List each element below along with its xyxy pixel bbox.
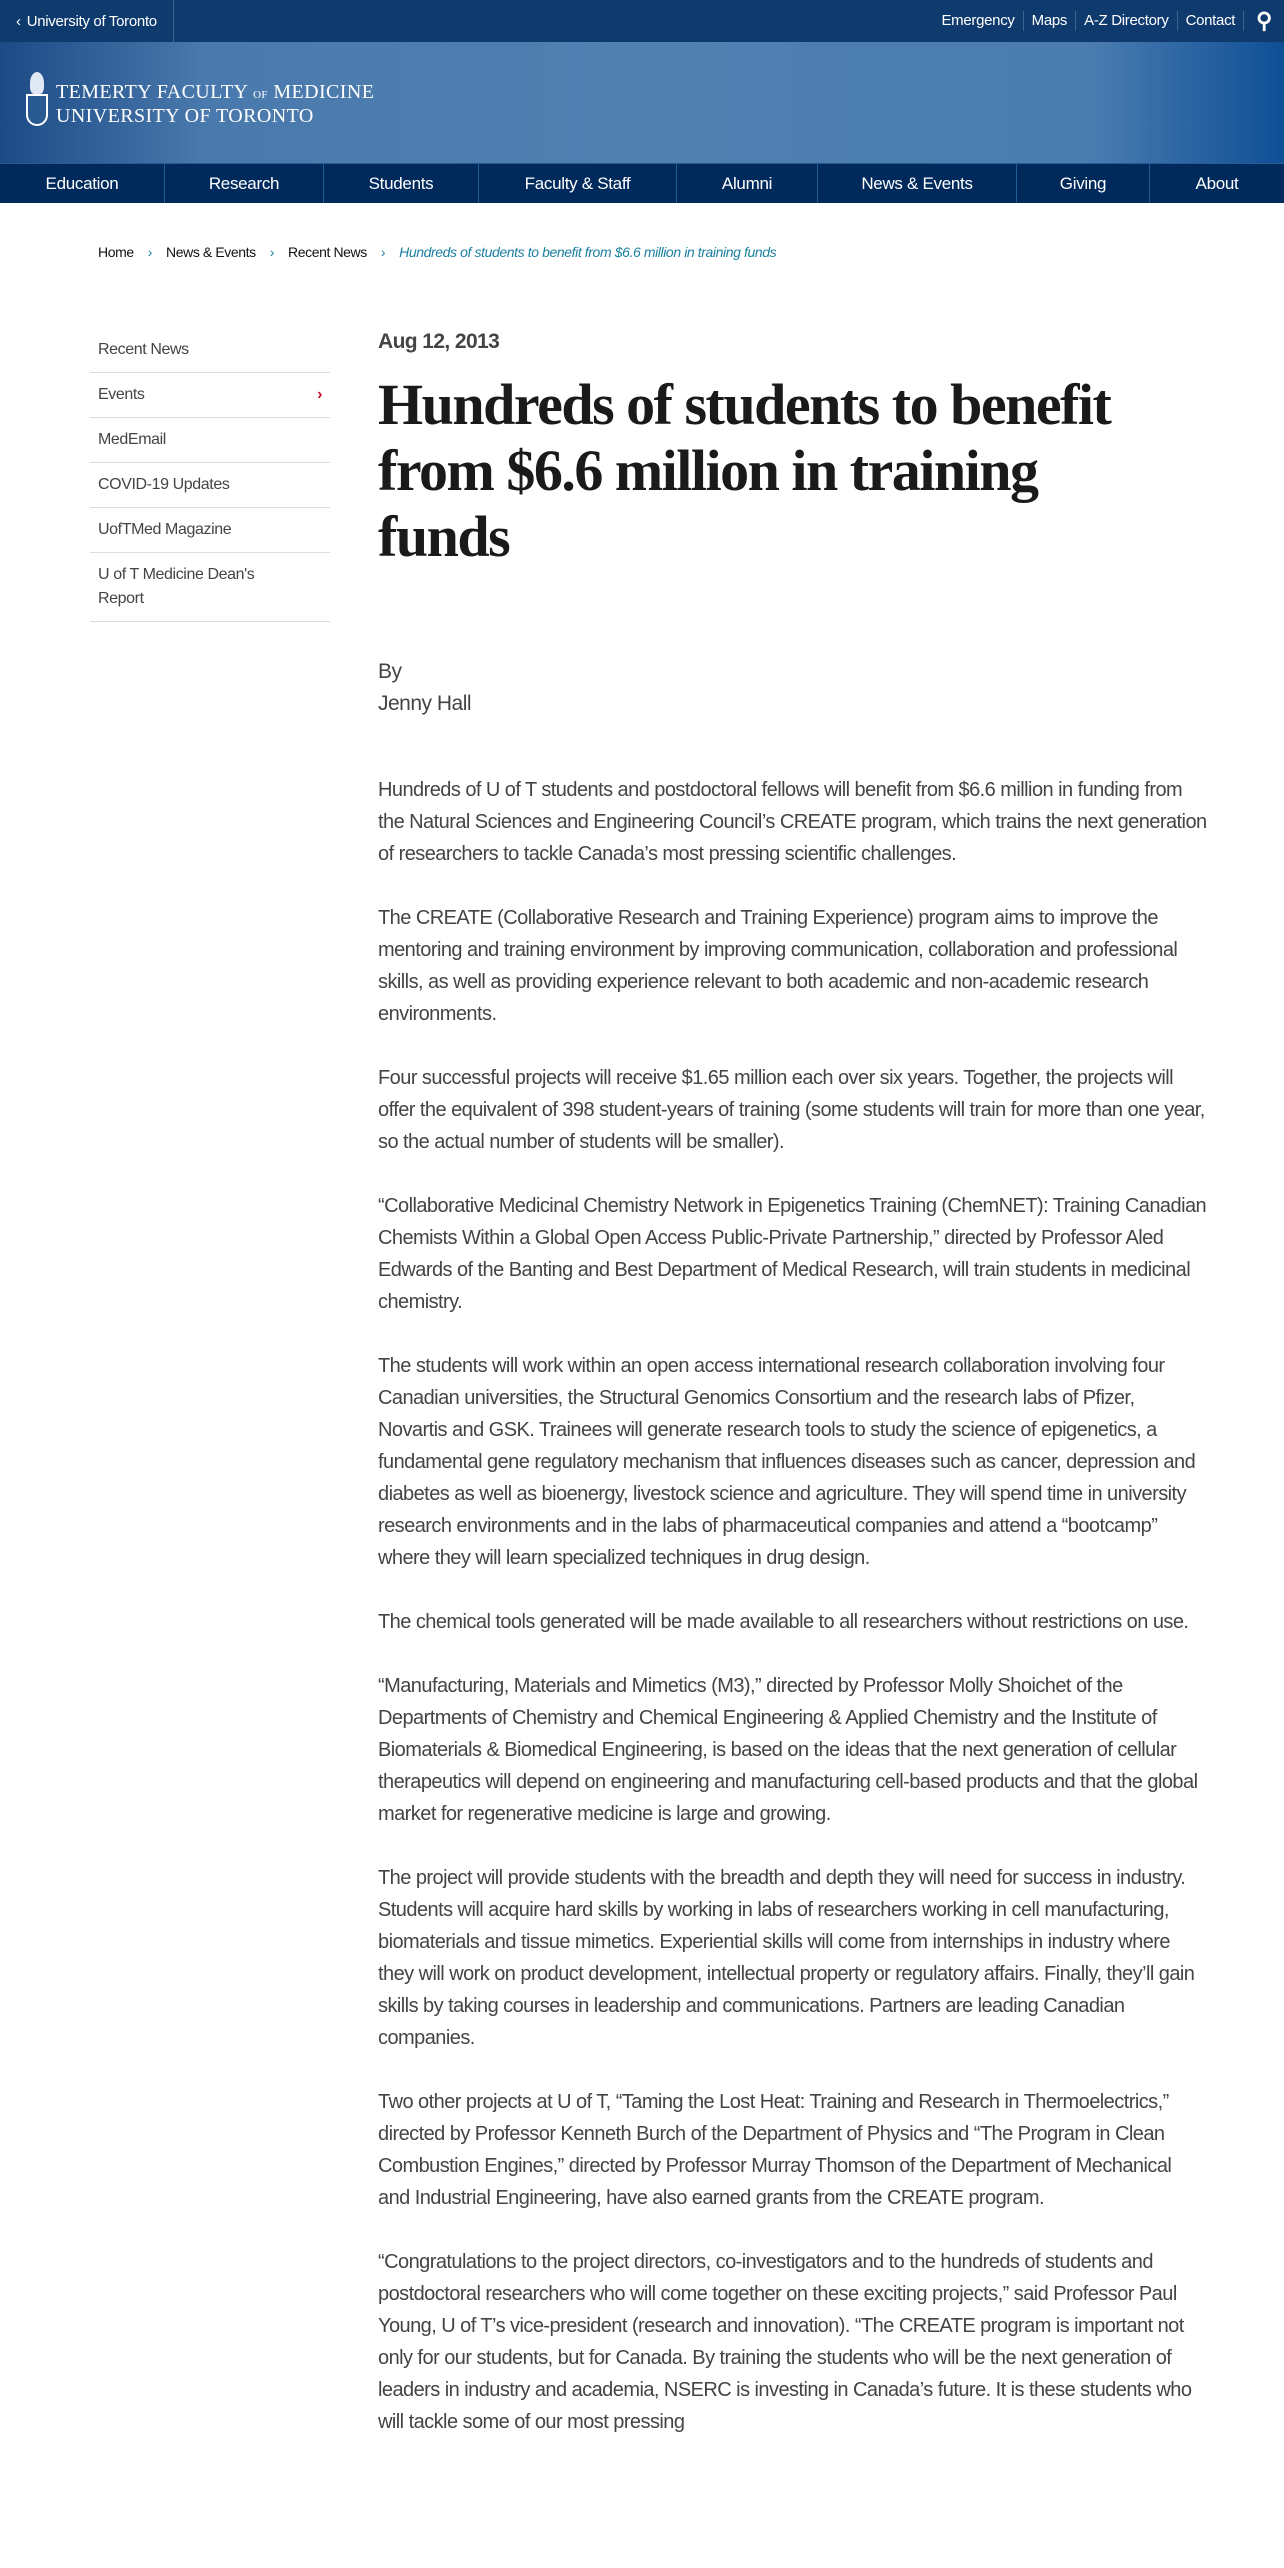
faculty-logo[interactable]: TEMERTY FACULTY OF MEDICINE UNIVERSITY OF TORONTO (24, 72, 374, 136)
paragraph: The CREATE (Collaborative Research and Training Experience) program aims to improve the mentoring and training environment by improving communication, collaboration and professional skills, as well as providing experience relevant to both academic and non-academic research environments. (378, 907, 1178, 1025)
sidebar-item-deans-report[interactable]: U of T Medicine Dean's Report (90, 553, 330, 622)
chevron-right-icon[interactable]: › (317, 386, 322, 403)
sidebar-item-covid-updates[interactable]: COVID-19 Updates (90, 463, 330, 508)
nav-news-events[interactable]: News & Events (818, 164, 1017, 203)
paragraph: Four successful projects will receive $1.65 million each over six years. Together, the projects will offer the equivalent of 398 student-years of training (some students will train for more than one year, so the actual number of students will be smaller). (378, 1067, 1205, 1153)
maps-link[interactable]: Maps (1024, 11, 1076, 31)
breadcrumb-current: Hundreds of students to benefit from $6.6 million in training funds (399, 244, 777, 260)
paragraph: “Congratulations to the project directors, co-investigators and to the hundreds of students and postdoctoral researchers who will come together on these exciting projects,” said Professor Paul Young, U of T’s vice-president (research and innovation). “The CREATE program is important not only for our students, but for Canada. By training the students who will be the next generation of leaders in industry and academia, NSERC is investing in Canada’s future. It is these students who will tackle some of our most pressing (378, 2251, 1192, 2433)
crest-icon (24, 72, 50, 136)
site-banner (0, 42, 1284, 163)
nav-faculty-staff[interactable]: Faculty & Staff (479, 164, 677, 203)
paragraph: Hundreds of U of T students and postdoctoral fellows will benefit from $6.6 million in funding from the Natural Sciences and Engineering Council’s CREATE program, which trains the next generation of researchers to tackle Canada’s most pressing scientific challenges. (378, 779, 1207, 865)
nav-about[interactable]: About (1195, 173, 1239, 193)
nav-alumni[interactable]: Alumni (677, 164, 818, 203)
article-date: Aug 12, 2013 (378, 330, 500, 353)
nav-research[interactable]: Research (165, 164, 324, 203)
breadcrumb-home[interactable]: Home (98, 244, 134, 260)
main-nav (0, 163, 1284, 203)
utility-bar (0, 0, 1284, 42)
paragraph: The students will work within an open access international research collaboration involving four Canadian universities, the Structural Genomics Consortium and the research labs of Pfizer, Novartis and GSK. Trainees will generate research tools to study the science of epigenetics, a fundamental gene regulatory mechanism that influences diseases such as cancer, depression and diabetes as well as bioenergy, livestock science and agriculture. They will spend time in university research environments and in the labs of pharmaceutical companies and attend a “bootcamp” where they will learn specialized techniques in drug design. (378, 1355, 1196, 1569)
paragraph: “Manufacturing, Materials and Mimetics (M3),” directed by Professor Molly Shoichet of the Departments of Chemistry and Chemical Engineering & Applied Chemistry and the Institute of Biomaterials & Biomedical Engineering, is based on the ideas that the next generation of cellular therapeutics will depend on engineering and manufacturing cell-based products and that the global market for regenerative medicine is large and growing. (378, 1675, 1198, 1825)
sidebar-item-events[interactable]: Events › (90, 373, 330, 418)
nav-giving[interactable]: Giving (1017, 164, 1150, 203)
paragraph: Two other projects at U of T, “Taming the Lost Heat: Training and Research in Thermoelectrics,” directed by Professor Kenneth Burch of the Department of Physics and “The Program in Clean Combustion Engines,” directed by Professor Murray Thomson of the Department of Mechanical and Industrial Engineering, have also earned grants from the CREATE program. (378, 2091, 1172, 2209)
university-of-toronto-link[interactable]: ‹ University of Toronto (0, 0, 174, 42)
article (378, 330, 1208, 2470)
article-title: Hundreds of students to benefit from $6.6 million in training funds (378, 372, 1111, 569)
chevron-right-icon: › (380, 244, 386, 260)
sidebar-nav (90, 328, 330, 622)
contact-link[interactable]: Contact (1178, 11, 1245, 31)
author: Jenny Hall (378, 692, 472, 715)
nav-students[interactable]: Students (324, 164, 479, 203)
nav-education[interactable]: Education (0, 164, 165, 203)
az-directory-link[interactable]: A-Z Directory (1076, 11, 1177, 31)
emergency-link[interactable]: Emergency (933, 11, 1023, 31)
sidebar-item-magazine[interactable]: UofTMed Magazine (90, 508, 330, 553)
search-icon[interactable]: ⚲ (1256, 8, 1272, 33)
chevron-right-icon: › (269, 244, 275, 260)
paragraph: The project will provide students with the breadth and depth they will need for success in industry. Students will acquire hard skills by working in labs of researchers working in cell manufacturing, biomaterials and tissue mimetics. Experiential skills will come from internships in industry where they will work on product development, intellectual property or regulatory affairs. Finally, they’ll gain skills by taking courses in leadership and communications. Partners are leading Canadian companies. (378, 1867, 1195, 2049)
paragraph: “Collaborative Medicinal Chemistry Network in Epigenetics Training (ChemNET): Training Canadian Chemists Within a Global Open Access Public-Private Partnership,” directed by Professor Aled Edwards of the Banting and Best Department of Medical Research, will train students in medicinal chemistry. (378, 1195, 1207, 1313)
article-body (378, 774, 1208, 2438)
breadcrumb-news-events[interactable]: News & Events (166, 244, 256, 260)
breadcrumb-recent-news[interactable]: Recent News (288, 244, 367, 260)
breadcrumb (98, 244, 776, 260)
byline: By Jenny Hall (378, 656, 1208, 720)
chevron-left-icon: ‹ (16, 12, 21, 30)
paragraph: The chemical tools generated will be made available to all researchers without restrictions on use. (378, 1611, 1189, 1633)
chevron-right-icon: › (147, 244, 153, 260)
sidebar-item-recent-news[interactable]: Recent News (90, 328, 330, 373)
sidebar-item-medemail[interactable]: MedEmail (90, 418, 330, 463)
